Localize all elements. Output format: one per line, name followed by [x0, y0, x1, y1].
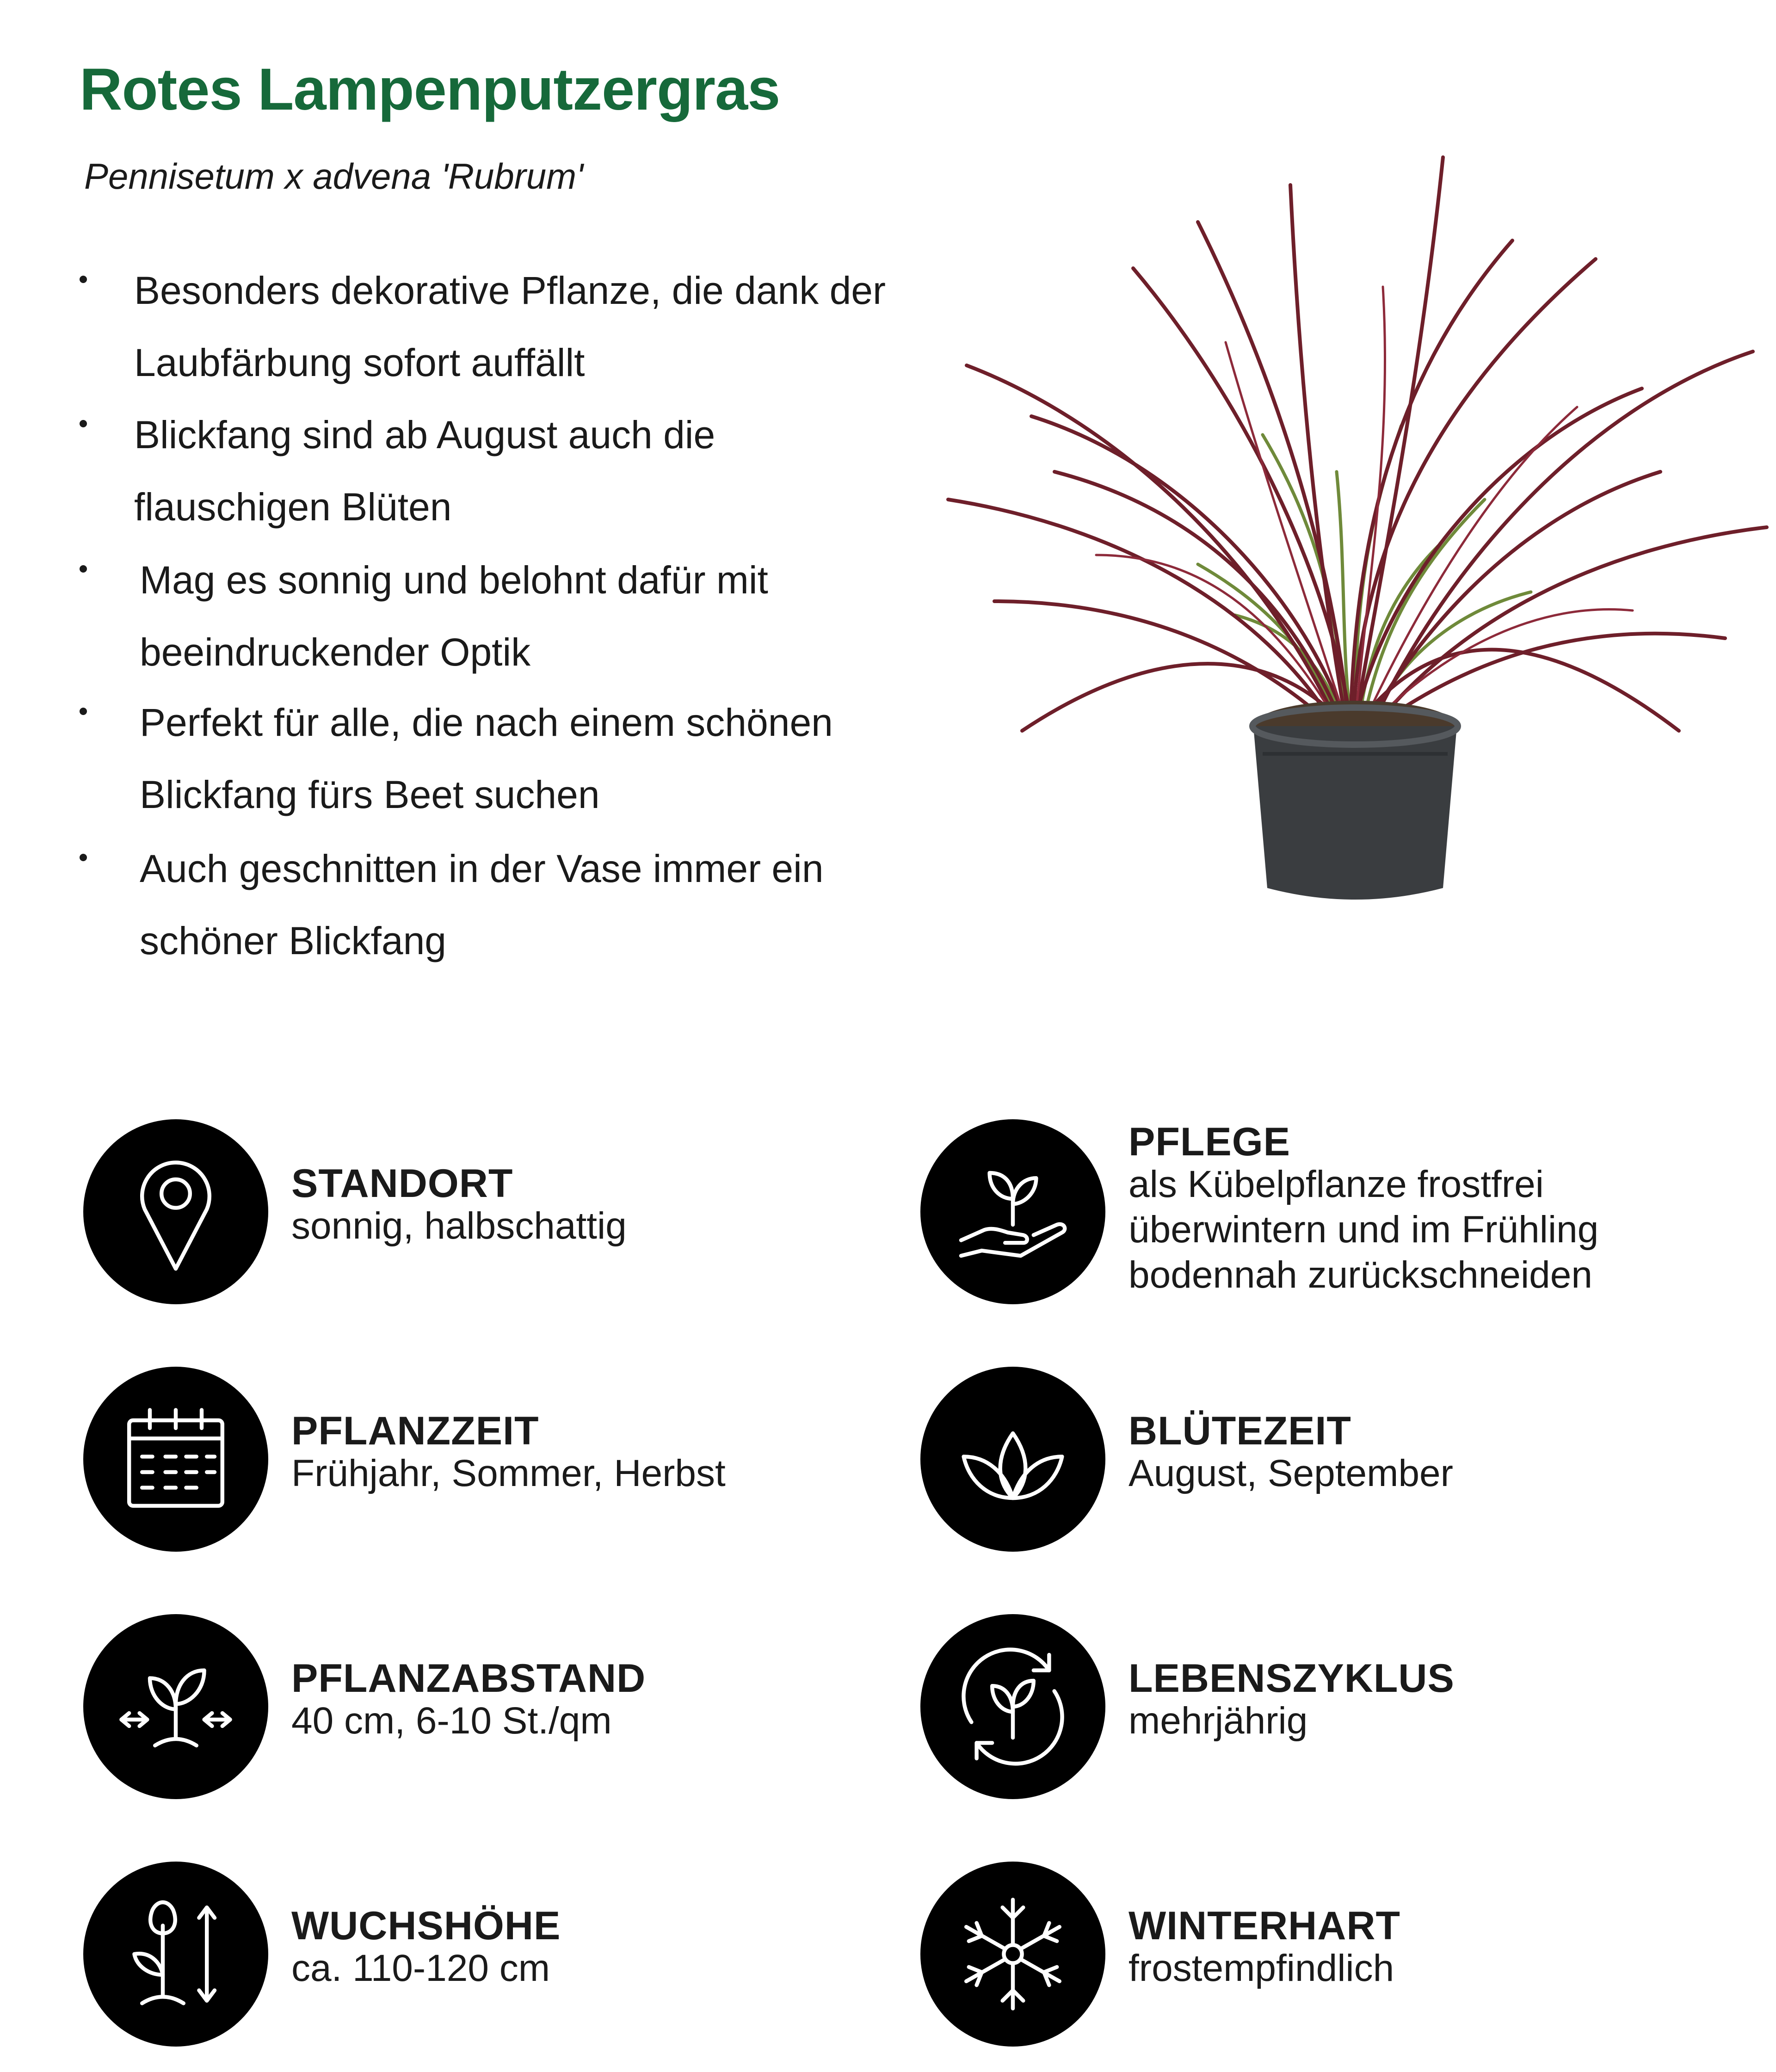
feature-pflege [920, 1119, 1753, 1304]
bullet-line: beeindruckender Optik [140, 630, 531, 674]
feature-value: ca. 110-120 cm [291, 1947, 550, 1989]
snowflake-icon [948, 1889, 1078, 2019]
page-title: Rotes Lampenputzergras [80, 56, 780, 123]
bullet-line: Auch geschnitten in der Vase immer ein [140, 847, 824, 890]
bullet-line: Blickfang fürs Beet suchen [140, 773, 600, 816]
bullet-dot-icon [80, 276, 87, 283]
feature-pflanzzeit [83, 1367, 916, 1552]
feature-value: 40 cm, 6-10 St./qm [291, 1700, 612, 1742]
feature-bluetezeit [920, 1367, 1753, 1552]
feature-label: WINTERHART [1128, 1904, 1401, 1948]
plant-photo [939, 148, 1771, 925]
bullet-line: Mag es sonnig und belohnt dafür mit [140, 558, 768, 602]
bullet-line: Laubfärbung sofort auffällt [134, 341, 585, 384]
feature-value: als Kübelpflanze frostfrei überwintern und im Frühling bodennah zurückschneiden [1128, 1163, 1599, 1296]
bullet-dot-icon [80, 708, 87, 715]
feature-pflanzabstand [83, 1614, 916, 1799]
botanical-name: Pennisetum x advena 'Rubrum' [84, 156, 584, 197]
bullet-line: schöner Blickfang [140, 919, 447, 962]
plant-cycle-icon [948, 1642, 1078, 1771]
bullet-dot-icon [80, 420, 87, 427]
hand-seedling-icon [948, 1147, 1078, 1276]
feature-value: frostempfindlich [1128, 1947, 1394, 1989]
bullet-line: Besonders dekorative Pflanze, die dank der [134, 269, 886, 312]
feature-wuchshoehe [83, 1862, 916, 2047]
bullet-line: Perfekt für alle, die nach einem schönen [140, 701, 833, 744]
feature-label: BLÜTEZEIT [1128, 1409, 1351, 1453]
calendar-icon [111, 1394, 240, 1524]
feature-label: PFLANZZEIT [291, 1409, 539, 1453]
feature-label: PFLANZABSTAND [291, 1656, 646, 1701]
bullet-line: Blickfang sind ab August auch die [134, 413, 715, 456]
lotus-flower-icon [948, 1394, 1078, 1524]
location-pin-icon [111, 1147, 240, 1276]
feature-label: STANDORT [291, 1161, 513, 1206]
feature-value: mehrjährig [1128, 1700, 1308, 1742]
feature-value: Frühjahr, Sommer, Herbst [291, 1452, 726, 1494]
plant-height-icon [111, 1889, 240, 2019]
bullet-dot-icon [80, 565, 87, 573]
feature-winterhart [920, 1862, 1753, 2047]
feature-value: sonnig, halbschattig [291, 1205, 627, 1247]
feature-label: PFLEGE [1128, 1120, 1291, 1164]
bullet-dot-icon [80, 854, 87, 861]
bullet-line: flauschigen Blüten [134, 485, 452, 529]
feature-value: August, September [1128, 1452, 1453, 1494]
plant-spacing-icon [111, 1642, 240, 1771]
feature-label: WUCHSHÖHE [291, 1904, 561, 1948]
feature-lebenszyklus [920, 1614, 1753, 1799]
feature-standort [83, 1119, 916, 1304]
feature-label: LEBENSZYKLUS [1128, 1656, 1455, 1701]
